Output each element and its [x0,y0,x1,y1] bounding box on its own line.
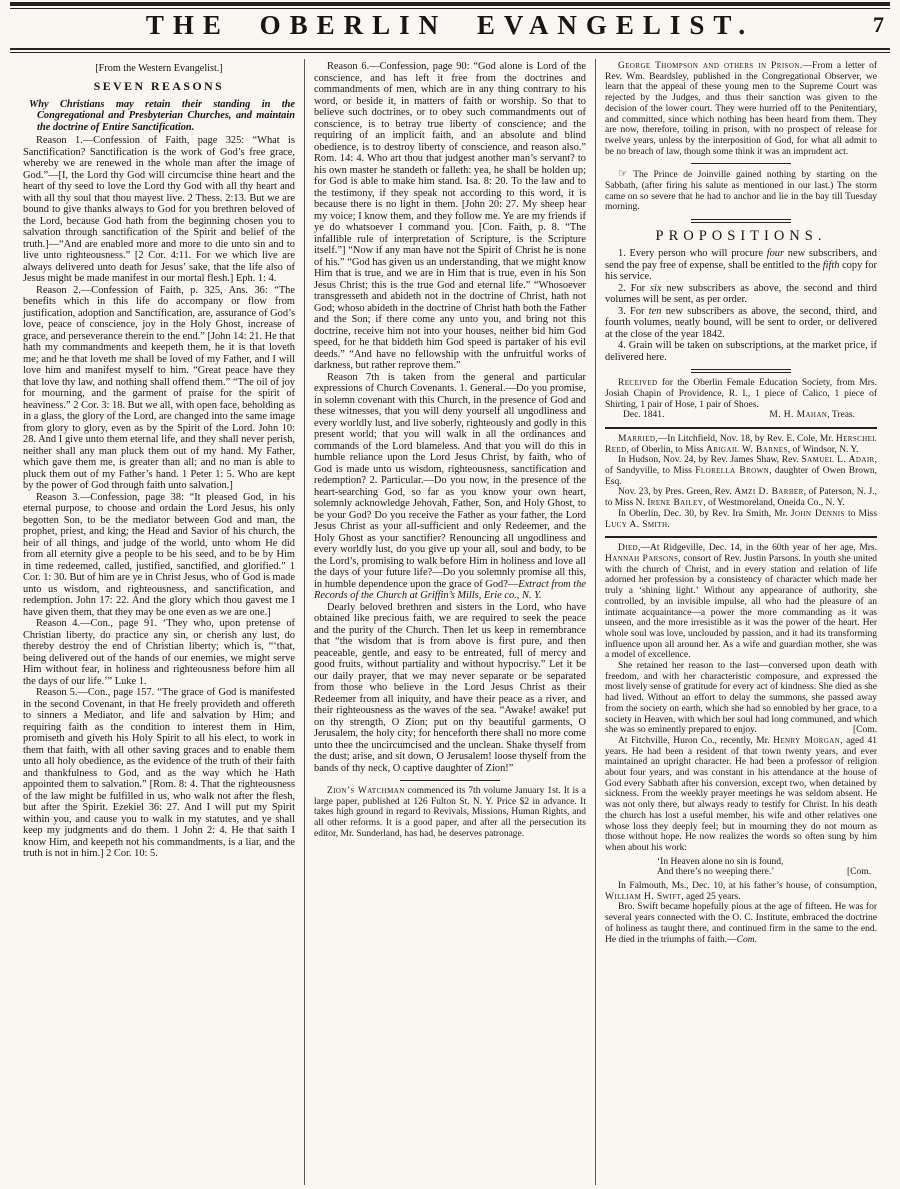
joinville-item: ☞ The Prince de Joinville gained nothing by starting on the Sabbath, (after firing his salute as mentioned in our last.) The storm came on so severe that he had to anchor and lie in the bay till Tuesday morning. [605,168,877,213]
section-divider [605,427,877,429]
proposition-4: 4. Grain will be taken on subscriptions, at the market price, if delivered here. [605,340,877,363]
treasurer-name: M. H. Mahan, Treas. [769,410,855,421]
zions-watchman-notice: Zion’s Watchman commenced its 7th volume January 1st. It is a large paper, published at 126 Fulton St. N. Y. Price $2 in advance. It takes high ground in regard to Revivals, Missions, Human Rights, and all other reforms. It is a good paper, and after all the persecution its editor, Mr. Sunderland, has had, he deserves patronage. [314,786,586,839]
newspaper-title: THE OBERLIN EVANGELIST. [145,10,755,40]
married-notice-2: In Hudson, Nov. 24, by Rev. James Shaw, Rev. Samuel L. Adair, of Sandyville, to Miss Florella Brown, daughter of Owen Brown, Esq. [605,455,878,487]
reason-4-paragraph: Reason 4.—Con., page 91. ‘They who, upon pretense of Christian liberty, do practice any sin, or cherish any lust, do thereby destroy the end of Christian liberty; which is, “‘that, being delivered out of the hands of our enemies, we might serve Him without fear, in holiness and righteousness before him all the days of our life.’” Luke 1. [23,618,295,687]
thompson-prison-item: George Thompson and others in Prison.—From a letter of Rev. Wm. Beardsley, published in the Congregational Observer, we learn that the appeal of these young men to the Supreme Court was rejected by the Judges, and thus their sanction was given to the decision of the lower court. They were hurried off to the Penitentiary, and committed, since which nothing has been heard from them. They are now, therefore, toiling in prison, with no prospect of release for twelve years, unless by the interposition of God, for what all admit to be no breach of law, though some think it was an imprudent act. [605,61,878,157]
page-number: 7 [873,12,884,37]
exhortation-paragraph: Dearly beloved brethren and sisters in the Lord, who have obtained like precious faith, we are required to seek the peace and the purity of the Church. Then let us keep in remembrance that “the wisdom that is from above is first pure, and then peaceable, gentle, and easy to be entreated, full of mercy and good fruits, without partiality and without hypocrisy.” Let it be our daily prayer, that we may never separate or be separated from those who believe in the Lord Jesus Christ as their Redeemer from all iniquity, and have their peace as a river, and their righteousness as the waves of the sea. “Awake! awake! put on thy strength, O Zion; put on thy beautiful garments, O Jerusalem, the holy city; for henceforth there shall no more come unto thee the uncircumcised and the unclean. Shake thyself from the dust; arise, and sit down, O Jerusalem! loose thyself from the bands of thy neck, O captive daughter of Zion!” [314,601,586,774]
died-notice-parsons: Died,—At Ridgeville, Dec. 14, in the 60th year of her age, Mrs. Hannah Parsons, consort of Rev. Justin Parsons. In youth she united with the church of Christ, and in every station and relation of life adorned her profession by a consistency of character which made her truly a ‘shining light.’ Without any appearance of authority, she controlled, by an invisible impulse, all who had the pleasure of an intimate acquaintance—a power the more commanding as it was unseen, and the more irresistible as it was the power of the heart. Her whole soul was love, unclouded by passion, and it had its transforming influence upon all around her. As a wife and guardian mother, she was a model of excellence. [605,543,878,661]
section-divider [691,163,791,164]
reason-7-paragraph: Reason 7th is taken from the general and particular expressions of Church Covenants. 1. General.—Do you promise, in solemn covenant with this Church, in the presence of God and these witnesses, that you will deny yourself all ungodliness and every worldly lust, and live soberly, righteously and godly in this present world; that you will walk in all the ordinances and commands of the Lord blameless. And that you will do this in humble reliance upon the Lord Jesus Christ, by faith, who of God is made unto us wisdom, righteousness, sanctification and redemption? 2. Particular.—Do you now, in the presence of the heart-searching God, so far as you know your own heart, solemnly acknowledge Jehovah, Father, Son, and Holy Ghost, to be your God? Do you receive the Father as your father, the Lord Jesus Christ as your all-sufficient and only Redeemer, and the Holy Ghost as your sanctifier? Renouncing all ungodliness and every worldly lust, do you give up your all, soul and body, to be the Lord’s, promising to walk before Him in holiness and love all the days of your future life?—Do you solemnly promise all this, in humble dependence upon the grace of God?—Extract from the Records of the Church at Griffin’s Mills, Erie co., N. Y. [314,371,586,601]
reason-1-paragraph: Reason 1.—Confession of Faith, page 325: “What is Sanctification? Sanctification is the work of God’s free grace, whereby we are renewed in the whole man after the image of God.”—[I, the Lord thy God will circumcise thine heart and the heart of thy seed to love the Lord thy God with all thy heart and with all thy soul that thou mayest live. 2 Thess. 2:13. But we are bound to give thanks always to God for you brethren beloved of the Lord, because God hath from the beginning chosen you to salvation through sanctification of the Spirit and belief of the truth.]—“And are enabled more and more to die unto sin and to live unto righteousness.” [2 Cor. 4:11. For we which live are always delivered unto death for Jesus’ sake, that the life also of Jesus might be made manifest in our mortal flesh.] Eph. 1: 4. [23,135,295,284]
married-notice-1: Married,—In Litchfield, Nov. 18, by Rev. E. Cole, Mr. Herschel Reed, of Oberlin, to Miss Abigail W. Barnes, of Windsor, N. Y. [605,433,877,455]
died-notice-morgan: At Fitchville, Huron Co., recently, Mr. Henry Morgan, aged 41 years. He had been a resident of that town twenty years, and ever maintained an upright character. He had been a professor of religion about four years, and was constant in his attendance at the house of God every Sabbath after his conversion, except two, when detained by sickness. From the weekly prayer meetings he was seldom absent. He was not only there, but always ready to testify for Christ. In his death the church has lost a useful member, his wife and other relatives one whose loss they deeply feel; but in mourning they do not mourn as those without hope. He now realizes the words so often sung by him when about his work: [605,735,877,853]
died-notice-parsons-2: She retained her reason to the last—conversed upon death with freedom, and with her characteristic composure, and expressed the most lively sense of gratitude for every act of kindness. She died as she had lived. Without an effort to delay the summons, she passed away from the society on earth, which she had so ennobled by her grace, to a society in Heaven, with which her soul had long communed, and which she was so eminently prepared to enjoy. [Com. [605,661,878,736]
column-3 [595,59,886,1185]
died-notice-swift: In Falmouth, Ms., Dec. 10, at his father’s house, of consumption, William H. Swift, aged 25 years. [605,881,877,902]
section-divider [605,536,877,538]
section-divider [691,369,791,373]
reason-6-paragraph: Reason 6.—Confession, page 90: “God alone is Lord of the conscience, and has left it free from the doctrines and commandments of men, which are in any thing contrary to his word, or beside it, in matters of faith or worship. So that to believe such doctrines, or to obey such commandments out of conscience, is to betray true liberty of conscience; and the requiring of an implicit faith, and an absolute and blind obedience, is to destroy liberty of conscience, and reason also.” Rom. 14: 4. Who art thou that judgest another man’s servant? to his own master he standeth or falleth: yea, he shall be holden up; for God is able to make him stand. Isa. 8: 20. To the law and to the testimony, if they speak not according to this word, it is because there is no light in them. [John 20: 27. My sheep hear my voice; I know them, and they follow me. Ye are my friends if ye do whatsoever I command you. [Con. Faith, p. 8. “The infallible rule of interpretation of Scripture, is the Scripture itself.”] “Now if any man have not the Spirit of Christ he is none of his.” “God has given us an understanding, that we might know Him that is true, and we are in Him that is true, even in his Son Jesus Christ; this is the true God and eternal life.” “Whosoever transgresseth and abideth not in the doctrine of Christ, hath not God; whoso abideth in the doctrine of Christ hath both the Father and the Son; if there come any unto you, and bring not this doctrine, receive him not into your houses, neither bid him God speed, for he that biddeth him God speed is partaker of his evil deeds.” “And have no fellowship with the unfruitful works of darkness, but rather reprove them.” [314,61,586,371]
reason-2-paragraph: Reason 2.—Confession of Faith, p. 325, Ans. 36: “The benefits which in this life do accompany or flow from justification, adoption and Sanctification, are, assurance of God’s love, peace of conscience, joy in the Holy Ghost, increase of grace, and perseverance therein to the end.” [John 14: 21. He that hath my commandments and keepeth them, he it is that loveth me; and he that loveth me shall be loved of my Father, and I will love him and manifest myself to him. “Great peace have they that love thy law, and nothing shall offend them.” “The oil of joy for mourning, and the garment of praise for the spirit of heaviness.” 2 Cor. 3: 18. But we all, with open face, beholding as in a glass, the glory of the Lord, are changed into the same image from glory to glory, even as by the Spirit of the Lord. John 10: 28. And I give unto them eternal life, and they shall never perish, neither shall any man pluck them out of my hand. My Father, which gave them me, is greater than all; and no man is able to pluck them out of my Father’s hand. 1 Peter 1: 5. Who are kept by the power of God through faith unto salvation.] [23,284,295,491]
reason-5-paragraph: Reason 5.—Con., page 157. “The grace of God is manifested in the second Covenant, in that He freely provideth and offereth to sinners a Mediator, and life and salvation by Him; and requiring faith as the condition to interest them in Him, promiseth and giveth his Holy Spirit to all his elect, to work in them that faith, with all other saving graces and to enable them unto all holy obedience, as the evidence of the truth of their faith and thankfulness to God, and as the way which he Hath appointed them to salvation.” [Rom. 8: 4. That the righteousness of the law might be fulfilled in us, who walk not after the flesh, but after the Spirit. Ezekiel 36: 27. And I will put my Spirit within you, and cause you to walk in my statutes, and ye shall keep my judgments and do them. 1 John 2: 4. He that saith I know Him, and keepeth not his commandments, is a liar, and the truth is not in him.] 2 Cor. 10: 5. [23,687,295,859]
proposition-1: 1. Every person who will procure four new subscribers, and send the pay free of expense, shall be entitled to the fifth copy for his service. [605,248,877,283]
died-notice-swift-2: Bro. Swift became hopefully pious at the age of fifteen. He was for several years connected with the O. C. Institute, embraced the doctrine of holiness as taught there, and continued firm in the same to the end. He died in the triumphs of faith.—Com. [605,902,877,945]
columns-container [0,55,900,1185]
top-border-rule [10,2,890,9]
hymn-verse: ‘In Heaven alone no sin is found, And there’s no weeping there.’ [Com. [657,856,871,878]
article-headline: SEVEN REASONS [93,78,225,93]
propositions-heading: PROPOSITIONS. [655,228,827,245]
proposition-2: 2. For six new subscribers as above, the second and third volumes will be sent, as per order. [605,282,877,306]
column-1 [14,59,304,1185]
proposition-3: 3. For ten new subscribers as above, the second, third, and fourth volumes, neatly bound, will be sent to order, or delivered at the close of the year 1842. [605,305,877,340]
masthead-bottom-rule [10,48,890,53]
married-notice-4: In Oberlin, Dec. 30, by Rev. Ira Smith, Mr. John Dennis to Miss Lucy A. Smith. [605,508,878,530]
received-notice: Received for the Oberlin Female Education Society, from Mrs. Josiah Chapin of Providence, R. I., 1 piece of Calico, 1 piece of Shirting, 1 pair of Hose, 1 pair of Shoes. [605,378,877,410]
section-divider [691,219,791,223]
masthead [10,10,890,44]
pointing-hand-icon: ☞ [618,168,628,181]
received-date: Dec. 1841. [623,410,665,421]
married-notice-3: Nov. 23, by Pres. Green, Rev. Amzi D. Barber, of Paterson, N. J., to Miss N. Irene Bailey, of Westmoreland, Oneida Co., N. Y. [605,487,877,509]
section-divider [400,780,500,781]
column-2 [304,59,595,1185]
article-subtitle: Why Christians may retain their standing in the Congregational and Presbyterian Churches, and maintain the doctrine of Entire Sanctification. [29,98,295,133]
received-signature-line [605,410,877,421]
article-source-line: [From the Western Evangelist.] [95,63,223,74]
reason-3-paragraph: Reason 3.—Confession, page 38: “It pleased God, in his eternal purpose, to choose and ordain the Lord Jesus, his only begotten Son, to be the mediator between God and man, the prophet, priest, and king; the Head and Savior of his church, the heir of all things, and judge of the world, unto whom He did from all eternity give a people to be his seed, and to be by Him in time redeemed, called, justified, sanctified, and glorified.” 1 Cor. 1: 30. But of him are ye in Christ Jesus, who of God is made unto us wisdom, and righteousness, and sanctification, and redemption. John 17: 22. And the glory which thou gavest me I have given them, that they may be one even as we are one.] [23,491,295,618]
